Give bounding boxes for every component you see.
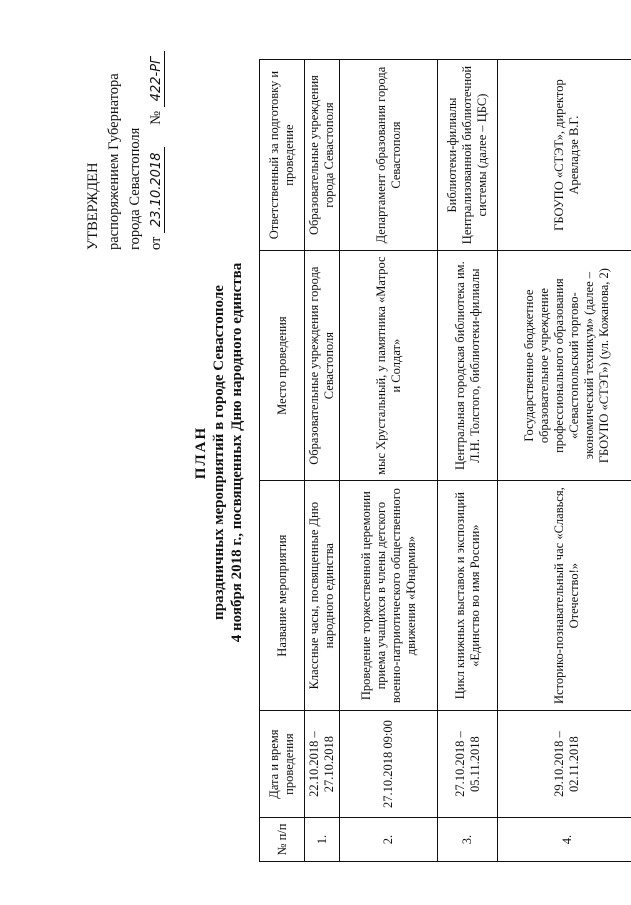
- header-name: Название мероприятия: [260, 481, 305, 711]
- header-num: № п/п: [260, 818, 305, 862]
- cell-place: Образовательные учреждения города Севастополя: [305, 251, 340, 481]
- cell-name: Цикл книжных выставок и экспозиций «Единство во имя России»: [438, 481, 498, 711]
- header-date: Дата и время проведения: [260, 711, 305, 818]
- document-title: ПЛАН: [193, 425, 209, 480]
- table-row: [340, 60, 438, 862]
- approval-date-line: [146, 51, 167, 250]
- approval-from-label: от: [148, 236, 164, 250]
- cell-num: 3.: [438, 818, 498, 862]
- table-row: [498, 60, 631, 862]
- document-subtitle: праздничных мероприятий в городе Севастополе: [211, 285, 227, 620]
- table-row: [438, 60, 498, 862]
- table-header-row: [260, 60, 305, 862]
- cell-place: Центральная городская библиотека им. Л.Н. Толстого, библиотеки-филиалы: [438, 251, 498, 481]
- cell-responsible: Библиотеки-филиалы Централизованной библиотечной системы (далее – ЦБС): [438, 60, 498, 251]
- approval-line-2: распоряжением Губернатора: [106, 73, 122, 250]
- events-table: [259, 59, 631, 862]
- cell-responsible: Департамент образования города Севастополя: [340, 60, 438, 251]
- cell-place: мыс Хрустальный, у памятника «Матрос и Солдат»: [340, 251, 438, 481]
- cell-responsible: ГБОУПО «СТЭТ», директор Аревладзе В.Г.: [498, 60, 631, 251]
- cell-num: 1.: [305, 818, 340, 862]
- approval-number-label: №: [148, 110, 164, 125]
- approval-title: УТВЕРЖДЕН: [85, 162, 101, 250]
- cell-name: Классные часы, посвященные Дню народного единства: [305, 481, 340, 711]
- document-subtitle-date: 4 ноября 2018 г., посвященных Дню народного единства: [229, 262, 245, 643]
- cell-date: 27.10.2018 09:00: [340, 711, 438, 818]
- approval-line-3: города Севастополя: [127, 127, 143, 250]
- cell-name: Проведение торжественной церемонии приема учащихся в члены детского военно-патриотического общественного движения «Юнармия»: [340, 481, 438, 711]
- cell-num: 4.: [498, 818, 631, 862]
- cell-responsible: Образовательные учреждения города Севастополя: [305, 60, 340, 251]
- cell-date: 29.10.2018 – 02.11.2018: [498, 711, 631, 818]
- approval-number: 422-РГ: [149, 51, 165, 108]
- cell-date: 27.10.2018 – 05.11.2018: [438, 711, 498, 818]
- cell-date: 22.10.2018 – 27.10.2018: [305, 711, 340, 818]
- header-place: Место проведения: [260, 251, 305, 481]
- cell-place: Государственное бюджетное образовательное учреждение профессионального образования «Севастопольский торгово-экономический техникум» (далее – ГБОУПО «СТЭТ») (ул. Кожанова, 2): [498, 251, 631, 481]
- cell-num: 2.: [340, 818, 438, 862]
- approval-date: 23.10.2018: [149, 147, 165, 233]
- table-row: [305, 60, 340, 862]
- cell-name: Историко-познавательный час «Славься, Отечество!»: [498, 481, 631, 711]
- approval-block: [83, 51, 167, 250]
- header-responsible: Ответственный за подготовку и проведение: [260, 60, 305, 251]
